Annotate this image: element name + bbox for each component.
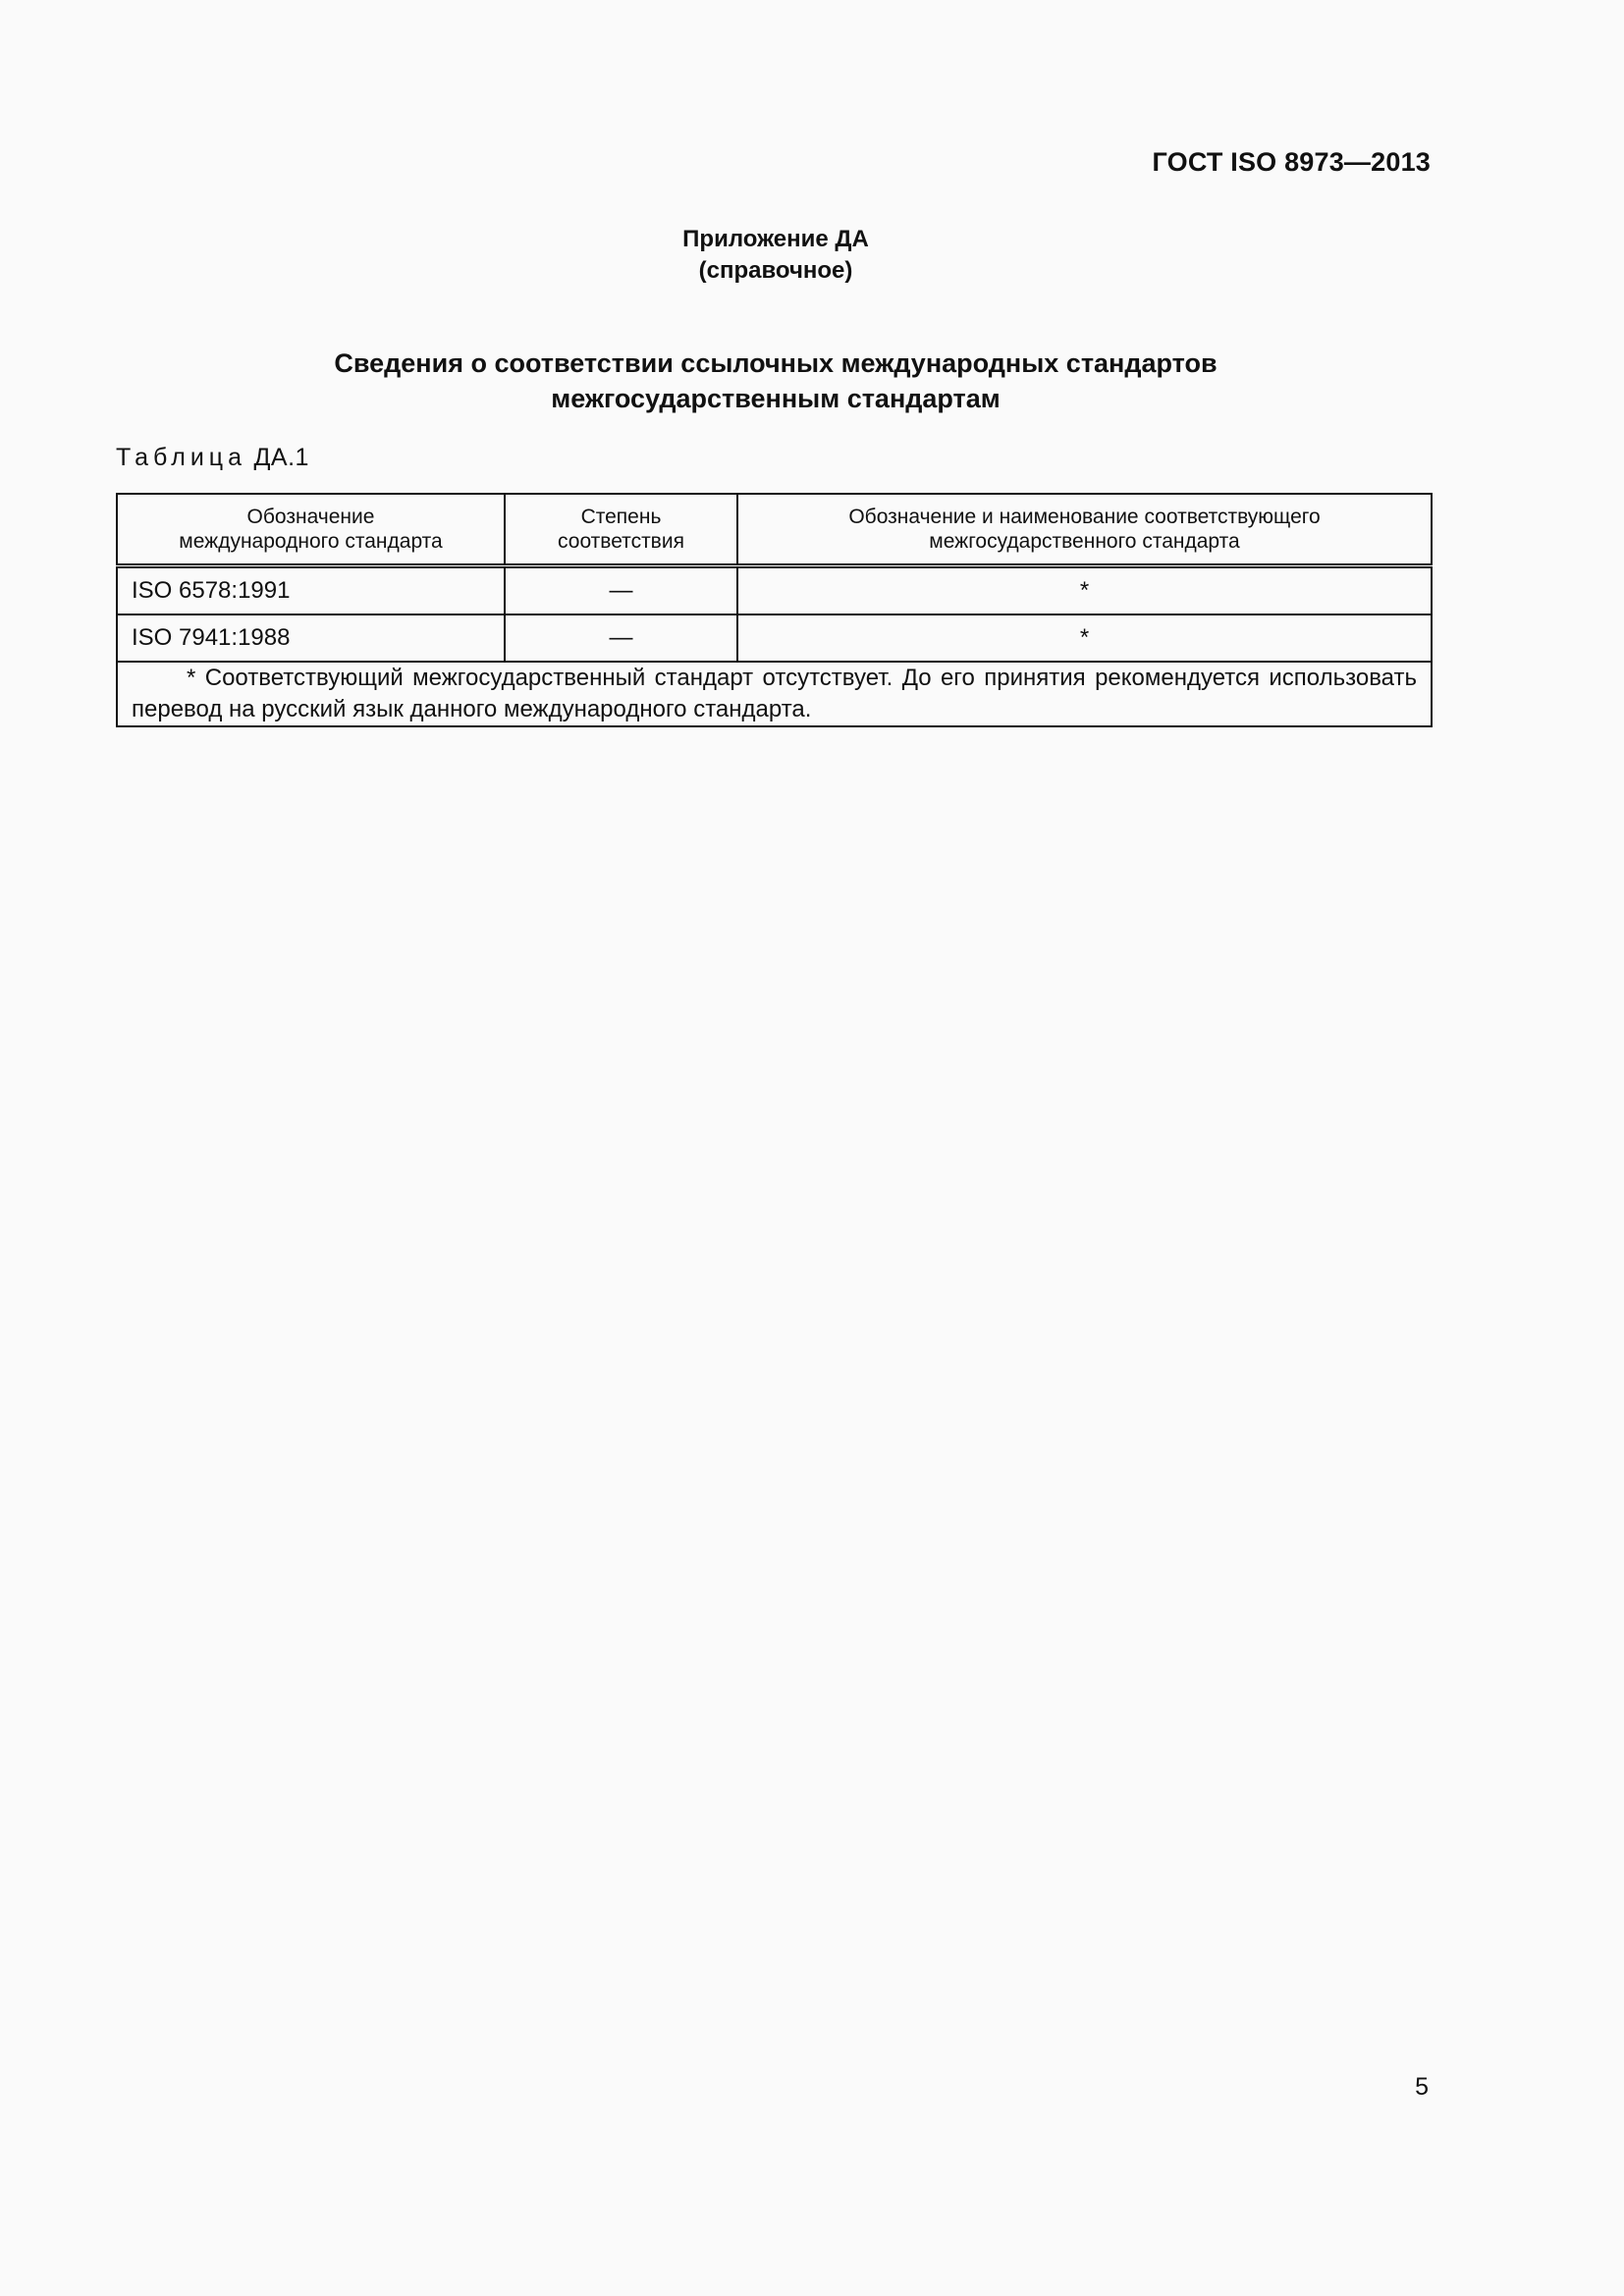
- annex-heading: [0, 224, 1551, 287]
- header-degree-of-correspondence: Степень соответствия: [505, 494, 737, 566]
- table-footnote: [117, 662, 1432, 726]
- section-title-line1: Сведения о соответствии ссылочных международных стандартов: [334, 348, 1218, 378]
- footnote-text: * Соответствующий межгосударственный стандарт отсутствует. До его принятия рекомендуется использовать перевод на русский язык данного международного стандарта.: [132, 665, 1417, 722]
- interstate-standard-cell: *: [737, 614, 1432, 662]
- annex-status: (справочное): [698, 257, 853, 284]
- header-interstate-standard: Обозначение и наименование соответствующего межгосударственного стандарта: [737, 494, 1432, 566]
- table-caption-number: ДА.1: [253, 444, 309, 471]
- section-title: [0, 346, 1551, 416]
- document-code: ГОСТ ISO 8973—2013: [1152, 147, 1431, 177]
- standard-code-cell: ISO 6578:1991: [117, 566, 505, 615]
- section-title-line2: межгосударственным стандартам: [551, 384, 1001, 413]
- standard-code-cell: ISO 7941:1988: [117, 614, 505, 662]
- table-caption-word: Таблица: [116, 444, 247, 471]
- degree-cell: —: [505, 614, 737, 662]
- table-row: [117, 614, 1432, 662]
- annex-title: Приложение ДА: [682, 226, 869, 252]
- page-number: 5: [1415, 2073, 1429, 2101]
- interstate-standard-cell: *: [737, 566, 1432, 615]
- standards-table: [116, 493, 1433, 727]
- header-international-standard: Обозначение международного стандарта: [117, 494, 505, 566]
- table-header-row: [117, 494, 1432, 566]
- table-caption: [116, 444, 309, 472]
- table-row: [117, 566, 1432, 615]
- degree-cell: —: [505, 566, 737, 615]
- table-footnote-row: [117, 662, 1432, 726]
